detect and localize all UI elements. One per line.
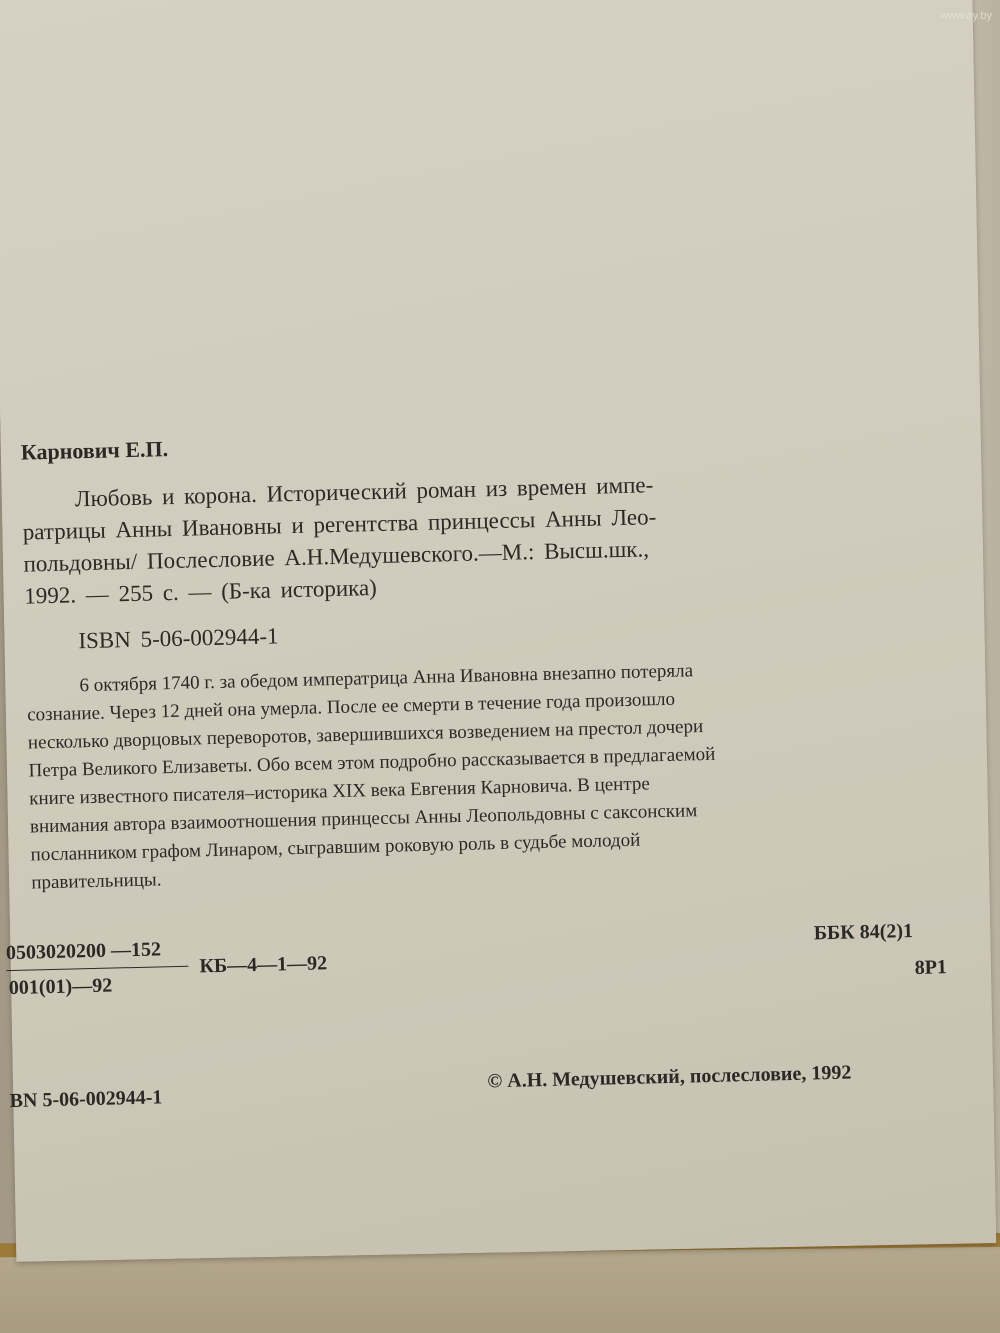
copyright: © А.Н. Медушевский, послесловие, 1992 [487, 1061, 852, 1093]
watermark: www.ay.by [940, 10, 992, 22]
author: Карнович Е.П. [20, 436, 169, 465]
annotation-line-2: сознание. Через 12 дней она умерла. После ее смерти в течение года произошло [26, 688, 676, 726]
annotation-line-6: внимания автора взаимоотношения принцессы Анны Леопольдовны с саксонским [29, 800, 698, 838]
bib-line-2: ратрицы Анны Ивановны и регентства принцессы Анны Лео- [22, 504, 657, 545]
isbn-bottom: BN 5-06-002944-1 [9, 1086, 163, 1113]
bib-line-4: 1992. — 255 с. — (Б-ка историка) [24, 574, 378, 609]
code-denominator: 001(01)—92 [8, 974, 113, 1000]
fraction-rule [6, 966, 188, 971]
annotation-line-3: несколько дворцовых переворотов, завершившихся возведением на престол дочери [27, 716, 704, 754]
bbk: ББК 84(2)1 [813, 919, 914, 945]
bbk-sub: 8Р1 [914, 956, 948, 979]
annotation-line-1: 6 октября 1740 г. за обедом императрица Анна Ивановна внезапно потеряла [79, 660, 694, 697]
annotation-line-8: правительницы. [31, 869, 162, 894]
bib-line-1: Любовь и корона. Исторический роман из времен импе- [74, 472, 654, 512]
annotation-line-7: посланником графом Линаром, сыгравшим роковую роль в судьбе молодой [30, 829, 641, 866]
bib-line-3: польдовны/ Послесловие А.Н.Медушевского.—М.: Высш.шк., [23, 536, 650, 577]
code-numerator: 0503020200 —152 [5, 938, 162, 965]
annotation-line-5: книге известного писателя–историка XIX века Евгения Карновича. В центре [29, 773, 651, 810]
code-kb: КБ—4—1—92 [199, 952, 328, 978]
annotation-line-4: Петра Великого Елизаветы. Обо всем этом подробно рассказывается в предлагаемой [28, 743, 716, 782]
isbn-main: ISBN 5-06-002944-1 [78, 623, 279, 654]
